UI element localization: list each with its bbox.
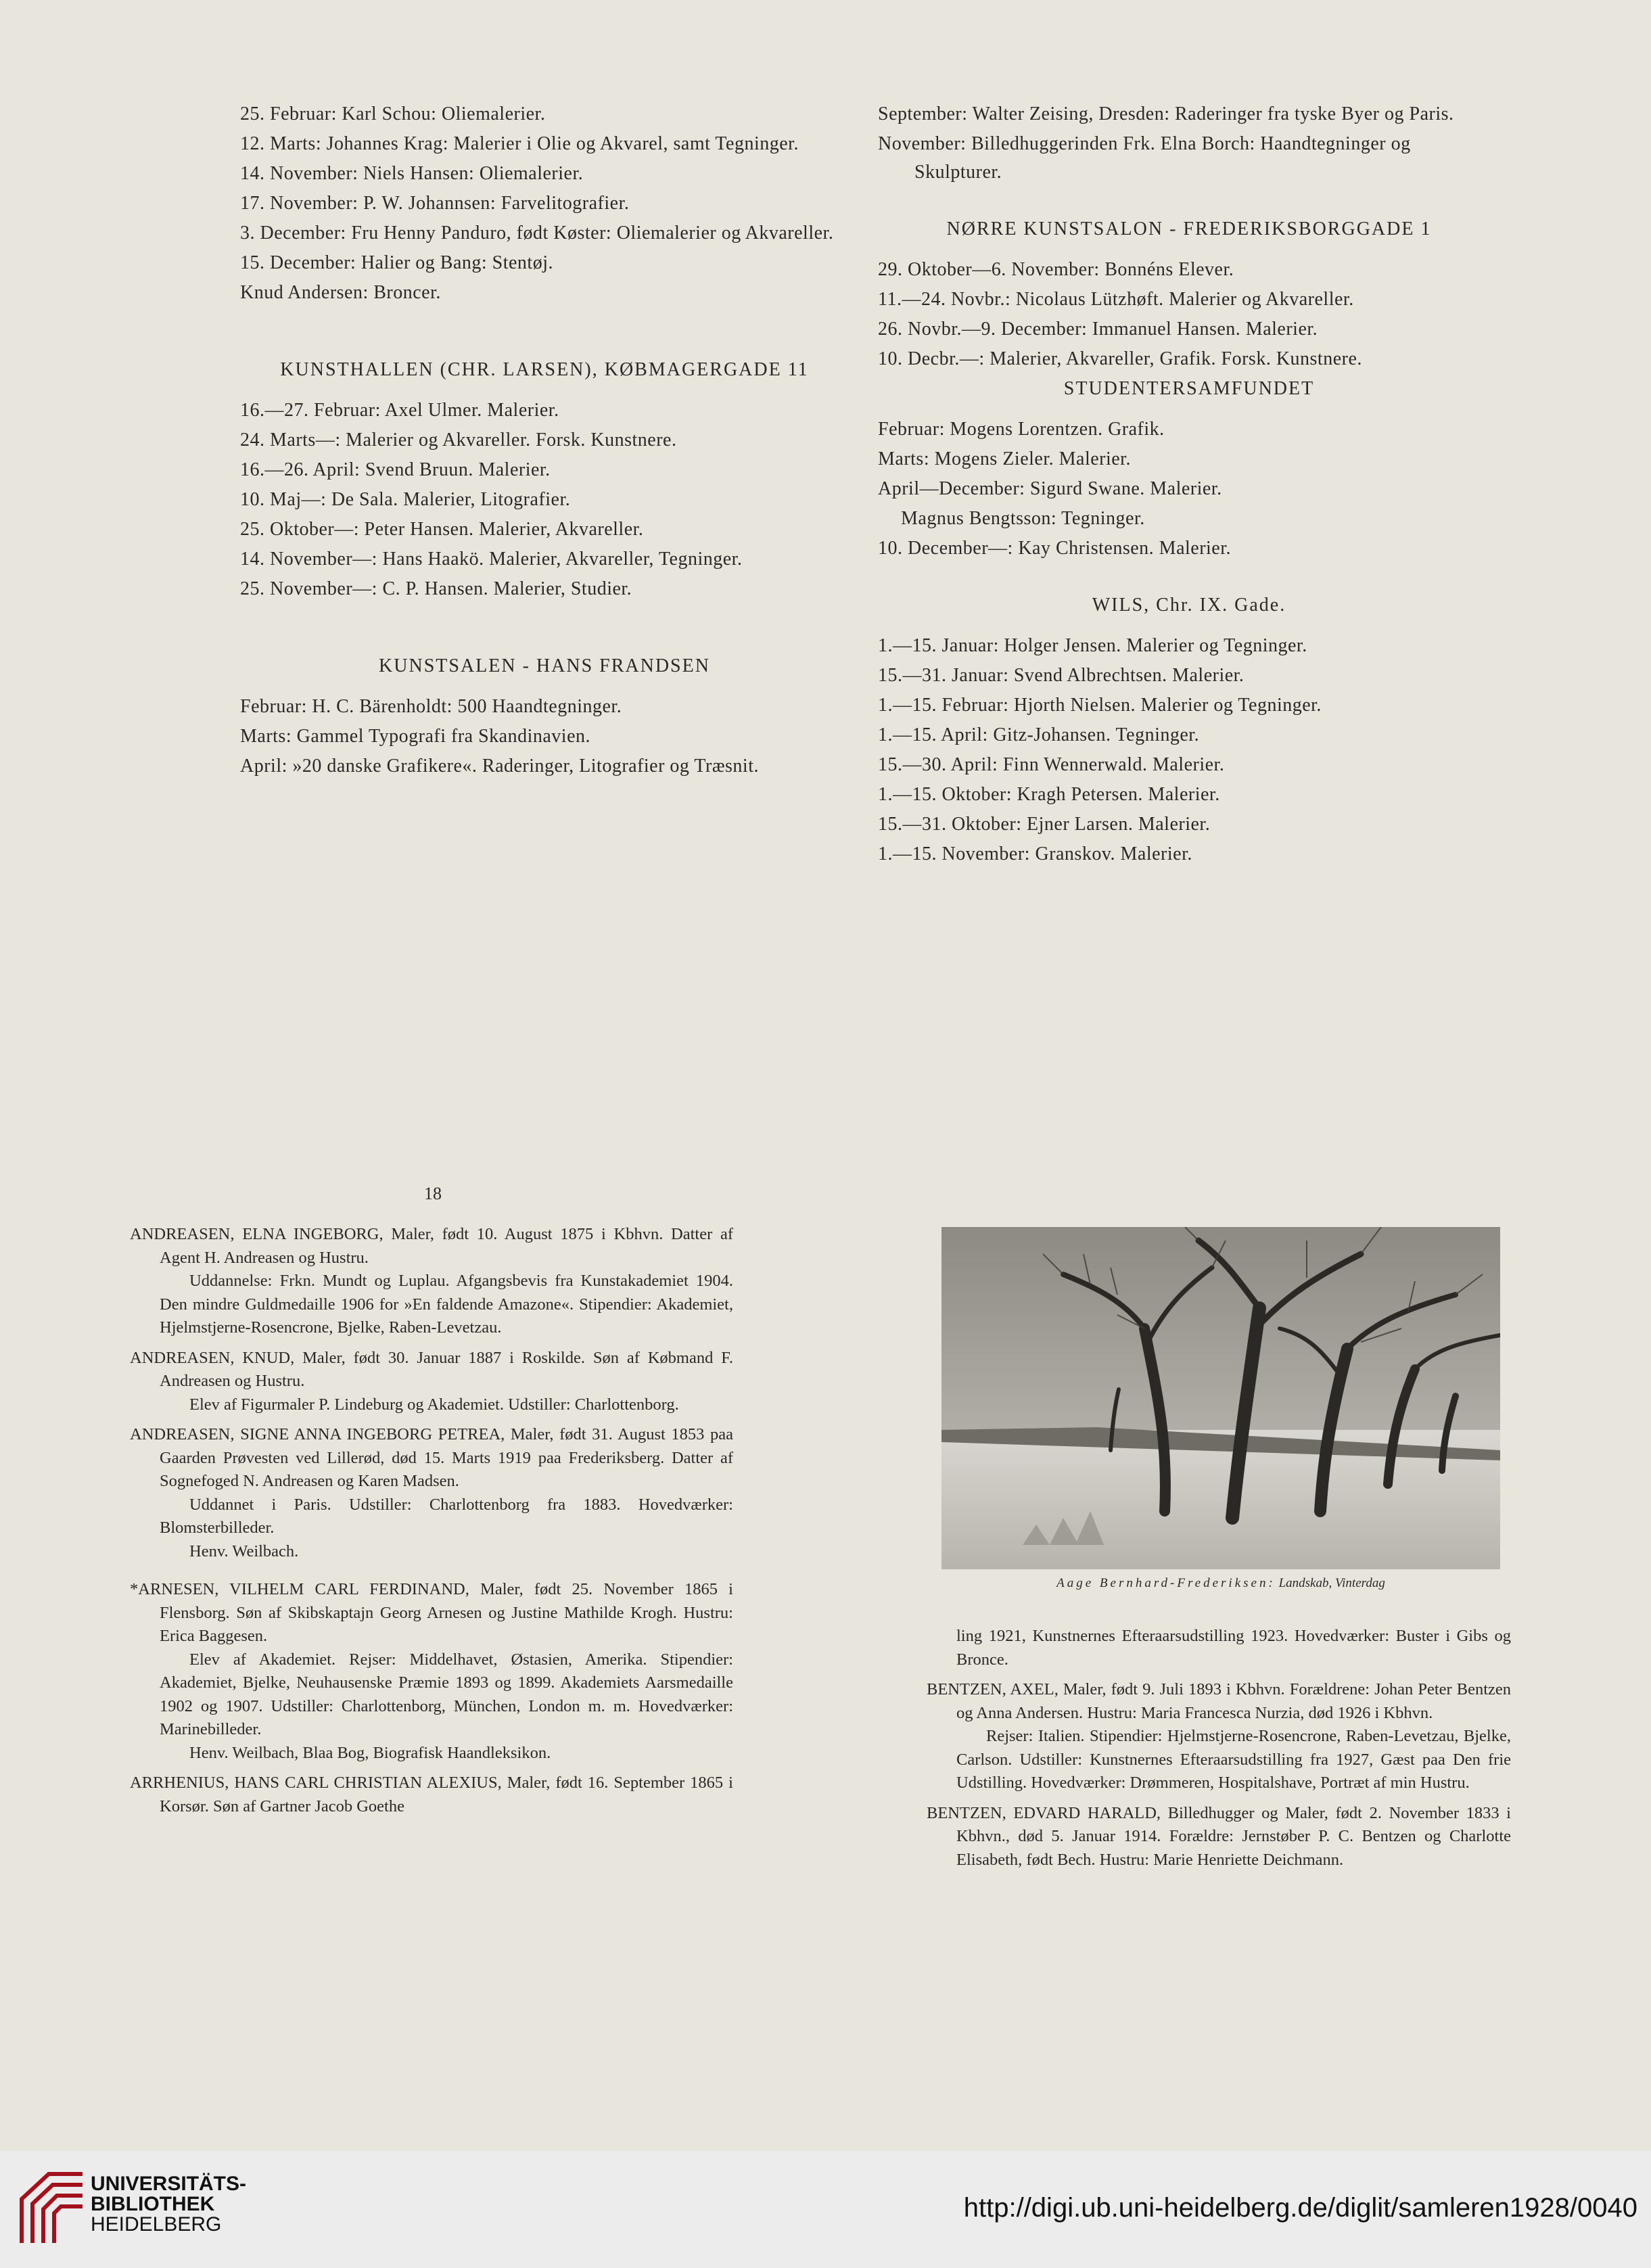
list-item: Magnus Bengtsson: Tegninger. [901, 508, 1145, 529]
bio-entry-text: Elev af Figurmaler P. Lindeburg og Akademiet. Udstiller: Charlottenborg. [189, 1395, 679, 1414]
list-item: 10. Decbr.—: Malerier, Akvareller, Grafik. Forsk. Kunstnere. [878, 348, 1362, 369]
list-item: 29. Oktober—6. November: Bonnéns Elever. [878, 259, 1234, 280]
list-item: 1.—15. Oktober: Kragh Petersen. Malerier. [878, 784, 1220, 805]
bio-entry-text: Rejser: Italien. Stipendier: Hjelmstjerne-Rosencrone, Raben-Levetzau, Bjelke, Carlson. Udstiller: Kunstnernes Efteraarsudstilling fra 1927, Gæst paa Den frie Udstilling. Hovedværker: Drømmeren, Hospitalshave, Portræt af min Hustru. [956, 1727, 1511, 1792]
list-item: 16.—27. Februar: Axel Ulmer. Malerier. [240, 400, 559, 421]
list-item: Knud Andersen: Broncer. [240, 282, 441, 303]
list-item: 1.—15. Februar: Hjorth Nielsen. Malerier og Tegninger. [878, 695, 1322, 716]
list-item: Marts: Gammel Typografi fra Skandinavien. [240, 726, 591, 747]
biography-column-left [130, 1223, 733, 1818]
list-item: Februar: H. C. Bärenholdt: 500 Haandtegninger. [240, 696, 622, 717]
bio-entry-text: Henv. Weilbach, Blaa Bog, Biografisk Haandleksikon. [189, 1743, 551, 1762]
bio-entry-text: Uddannet i Paris. Udstiller: Charlottenborg fra 1883. Hovedværker: Blomsterbilleder. [160, 1495, 733, 1537]
winter-landscape-image [941, 1227, 1500, 1569]
list-item: April: »20 danske Grafikere«. Raderinger, Litografier og Træsnit. [240, 756, 759, 777]
painting-reproduction [941, 1227, 1500, 1569]
bio-entry-text: Elev af Akademiet. Rejser: Middelhavet, Østasien, Amerika. Stipendier: Akademiet, Bjelke, Neuhausenske Præmie 1893 og 1899. Akademiets Aarsmedaille 1902 og 1907. Udstiller: Charlottenborg, München, London m. m. Hovedværker: Marinebilleder. [160, 1650, 733, 1738]
list-item: 24. Marts—: Malerier og Akvareller. Forsk. Kunstnere. [240, 430, 677, 450]
bio-entry-heading: *ARNESEN, VILHELM CARL FERDINAND, Maler, født 25. November 1865 i Flensborg. Søn af Skibskaptajn Georg Arnesen og Justine Mathilde Krogh. Hustru: Erica Baggesen. [130, 1580, 733, 1645]
library-name: UNIVERSITÄTS- BIBLIOTHEK HEIDELBERG [91, 2173, 247, 2236]
section-heading-kunsthallen: KUNSTHALLEN (CHR. LARSEN), KØBMAGERGADE 11 [280, 359, 809, 380]
bio-entry-text: ling 1921, Kunstnernes Efteraarsudstilling 1923. Hovedværker: Buster i Gibs og Bronce. [956, 1627, 1511, 1669]
list-item: 11.—24. Novbr.: Nicolaus Lützhøft. Malerier og Akvareller. [878, 289, 1354, 310]
list-item: 1.—15. April: Gitz-Johansen. Tegninger. [878, 724, 1200, 745]
university-library-logo-icon [15, 2169, 89, 2250]
bio-entry-text: Henv. Weilbach. [189, 1542, 299, 1560]
bio-entry-heading: ANDREASEN, SIGNE ANNA INGEBORG PETREA, Maler, født 31. August 1853 paa Gaarden Prøvesten ved Lillerød, død 15. Marts 1919 paa Frederiksberg. Datter af Sognefoged N. Andreasen og Karen Madsen. [130, 1425, 733, 1490]
list-item: 3. December: Fru Henny Panduro, født Køster: Oliemalerier og Akvareller. [240, 223, 834, 244]
section-heading-wils: WILS, Chr. IX. Gade. [1092, 595, 1286, 616]
bio-entry-heading: ANDREASEN, KNUD, Maler, født 30. Januar 1887 i Roskilde. Søn af Købmand F. Andreasen og Hustru. [130, 1348, 733, 1390]
library-footer [0, 2151, 1651, 2268]
image-caption [941, 1576, 1500, 1591]
list-item: 15.—31. Oktober: Ejner Larsen. Malerier. [878, 814, 1211, 835]
section-heading-studentersamfundet: STUDENTERSAMFUNDET [1063, 378, 1315, 399]
list-item: November: Billedhuggerinden Frk. Elna Borch: Haandtegninger og Skulpturer. [878, 133, 1411, 183]
list-item: 26. Novbr.—9. December: Immanuel Hansen. Malerier. [878, 319, 1318, 340]
list-item: 14. November: Niels Hansen: Oliemalerier. [240, 163, 584, 184]
list-item: 17. November: P. W. Johannsen: Farvelitografier. [240, 193, 630, 214]
source-url-link[interactable]: http://digi.ub.uni-heidelberg.de/diglit/samleren1928/0040 [963, 2193, 1637, 2223]
list-item: 25. Februar: Karl Schou: Oliemalerier. [240, 103, 546, 124]
list-item: 16.—26. April: Svend Bruun. Malerier. [240, 459, 551, 480]
bio-entry-heading: BENTZEN, EDVARD HARALD, Billedhugger og Maler, født 2. November 1833 i Kbhvn., død 5. Januar 1914. Forældre: Jernstøber P. C. Bentzen og Charlotte Elisabeth, født Bech. Hustru: Marie Henriette Deichmann. [927, 1803, 1511, 1869]
list-item: 14. November—: Hans Haakö. Malerier, Akvareller, Tegninger. [240, 549, 743, 570]
bio-entry-heading: ARRHENIUS, HANS CARL CHRISTIAN ALEXIUS, Maler, født 16. September 1865 i Korsør. Søn af Gartner Jacob Goethe [130, 1774, 733, 1815]
list-item: 1.—15. November: Granskov. Malerier. [878, 843, 1192, 864]
list-item: 15.—30. April: Finn Wennerwald. Malerier. [878, 754, 1225, 775]
exhibition-list-left [240, 100, 849, 782]
list-item: 15. December: Halier og Bang: Stentøj. [240, 252, 553, 273]
list-item: 1.—15. Januar: Holger Jensen. Malerier og Tegninger. [878, 635, 1307, 656]
bio-entry-heading: BENTZEN, AXEL, Maler, født 9. Juli 1893 i Kbhvn. Forældrene: Johan Peter Bentzen og Anna Andersen. Hustru: Maria Francesca Nurzia, død 1926 i Kbhvn. [927, 1680, 1511, 1722]
caption-author: Aage Bernhard-Frederiksen: [1056, 1576, 1276, 1590]
section-heading-norre-kunstsalon: NØRRE KUNSTSALON - FREDERIKSBORGGADE 1 [946, 218, 1432, 239]
list-item: 10. Maj—: De Sala. Malerier, Litografier. [240, 489, 571, 510]
list-item: 25. Oktober—: Peter Hansen. Malerier, Akvareller. [240, 519, 644, 540]
list-item: 15.—31. Januar: Svend Albrechtsen. Malerier. [878, 665, 1245, 686]
list-item: 12. Marts: Johannes Krag: Malerier i Olie og Akvarel, samt Tegninger. [240, 133, 799, 154]
bio-entry-heading: ANDREASEN, ELNA INGEBORG, Maler, født 10. August 1875 i Kbhvn. Datter af Agent H. Andreasen og Hustru. [130, 1225, 733, 1267]
list-item: Marts: Mogens Zieler. Malerier. [878, 448, 1131, 469]
biography-column-right [927, 1625, 1511, 1872]
list-item: April—December: Sigurd Swane. Malerier. [878, 478, 1222, 499]
list-item: September: Walter Zeising, Dresden: Raderinger fra tyske Byer og Paris. [878, 103, 1454, 124]
list-item: 25. November—: C. P. Hansen. Malerier, Studier. [240, 578, 632, 599]
caption-title: Landskab, Vinterdag [1278, 1576, 1385, 1590]
list-item: Februar: Mogens Lorentzen. Grafik. [878, 419, 1165, 440]
list-item: 10. December—: Kay Christensen. Malerier. [878, 538, 1232, 559]
page-number: 18 [424, 1184, 442, 1203]
bio-entry-text: Uddannelse: Frkn. Mundt og Luplau. Afgangsbevis fra Kunstakademiet 1904. Den mindre Guldmedaille 1906 for »En faldende Amazone«. Stipendier: Akademiet, Hjelmstjerne-Rosencrone, Bjelke, Raben-Levetzau. [160, 1272, 733, 1337]
section-heading-kunstsalen: KUNSTSALEN - HANS FRANDSEN [379, 655, 710, 676]
exhibition-list-right [878, 100, 1500, 870]
